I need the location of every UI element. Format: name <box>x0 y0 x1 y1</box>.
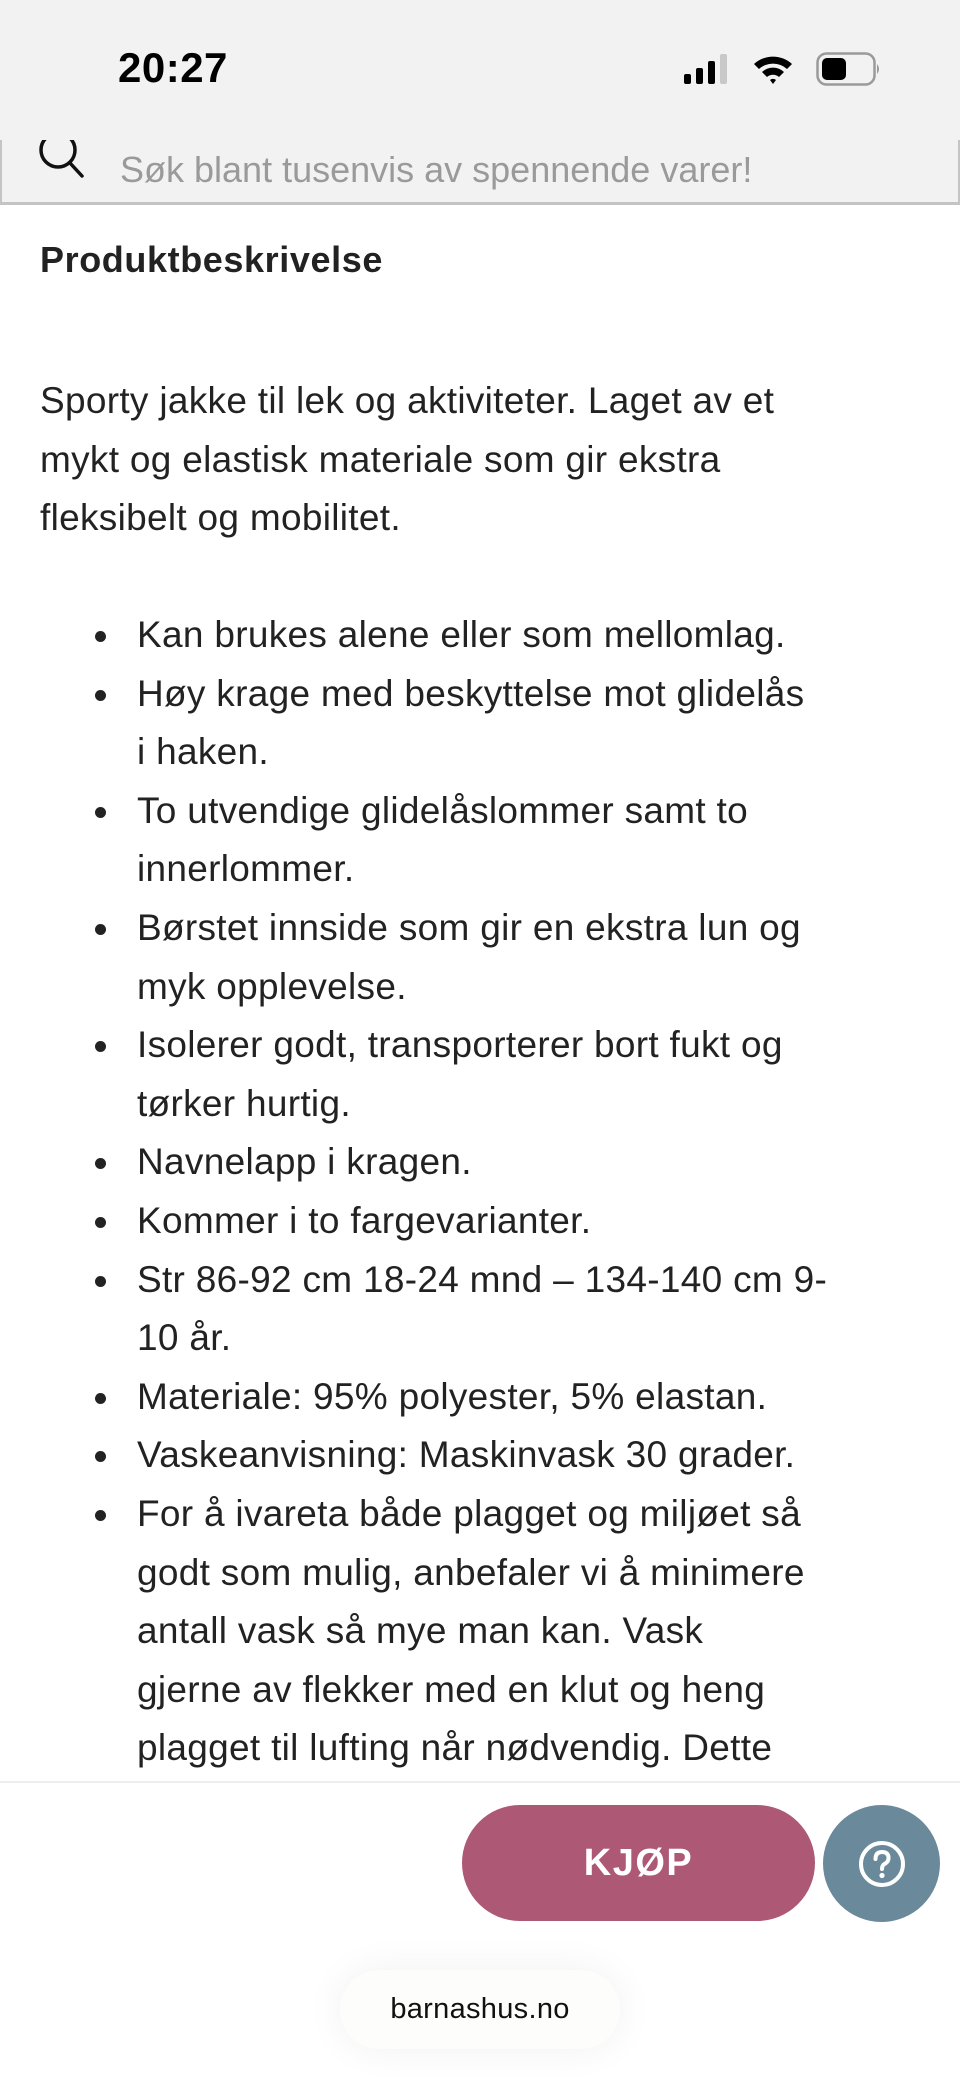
list-item-text: plagget til lufting når nødvendig. Dette <box>137 1727 773 1769</box>
bullet-dot-icon <box>95 1451 106 1462</box>
status-time: 20:27 <box>118 44 228 91</box>
list-item-text: For å ivareta både plagget og miljøet så <box>137 1492 801 1534</box>
bullet-dot-icon <box>95 807 106 818</box>
list-item-text: Kan brukes alene eller som mellomlag. <box>137 614 786 655</box>
list-item <box>0 606 960 665</box>
list-item <box>0 1192 960 1251</box>
list-item-text: Materiale: 95% polyester, 5% elastan. <box>137 1375 768 1417</box>
search-input[interactable] <box>120 130 920 210</box>
list-item-text: 10 år. <box>137 1317 232 1359</box>
battery-icon <box>816 52 882 86</box>
wifi-icon <box>752 53 794 85</box>
list-item-text: tørker hurtig. <box>137 1082 351 1124</box>
feature-list <box>0 606 960 1778</box>
bullet-dot-icon <box>95 1276 106 1287</box>
list-item <box>0 1133 960 1192</box>
list-item <box>0 665 960 782</box>
list-item <box>0 782 960 899</box>
intro-line: mykt og elastisk materiale som gir ekstra <box>40 438 721 480</box>
help-button[interactable] <box>823 1805 940 1922</box>
bullet-dot-icon <box>95 631 106 642</box>
list-item-text: Isolerer godt, transporterer bort fukt og <box>137 1024 783 1066</box>
status-icons <box>682 52 882 86</box>
browser-url-bar[interactable]: barnashus.no <box>340 1970 620 2049</box>
list-item-text: Navnelapp i kragen. <box>137 1141 472 1183</box>
list-item-text: i haken. <box>137 731 269 773</box>
list-item-text: Børstet innside som gir en ekstra lun og <box>137 906 801 948</box>
cellular-signal-icon <box>682 53 730 85</box>
list-item <box>0 1016 960 1133</box>
bullet-dot-icon <box>95 690 106 701</box>
list-item-text: myk opplevelse. <box>137 965 407 1007</box>
list-item-text: godt som mulig, anbefaler vi å minimere <box>137 1551 805 1593</box>
action-bar <box>0 1781 960 2081</box>
list-item-text: innerlommer. <box>137 848 355 890</box>
bullet-dot-icon <box>95 1041 106 1052</box>
list-item <box>0 1368 960 1427</box>
list-item <box>0 1426 960 1485</box>
list-item <box>0 899 960 1016</box>
status-bar <box>0 0 960 140</box>
list-item <box>0 1485 960 1778</box>
bullet-dot-icon <box>95 924 106 935</box>
list-item-text: gjerne av flekker med en klut og heng <box>137 1668 766 1710</box>
list-item-text: antall vask så mye man kan. Vask <box>137 1610 704 1652</box>
list-item-text: Høy krage med beskyttelse mot glidelås <box>137 672 805 714</box>
intro-line: fleksibelt og mobilitet. <box>40 497 401 539</box>
list-item-text: Kommer i to fargevarianter. <box>137 1199 592 1241</box>
bullet-dot-icon <box>95 1217 106 1228</box>
list-item <box>0 1251 960 1368</box>
intro-line: Sporty jakke til lek og aktiviteter. Laget av et <box>40 380 775 421</box>
list-item-text: Vaskeanvisning: Maskinvask 30 grader. <box>137 1434 796 1476</box>
list-item-text: Str 86-92 cm 18-24 mnd – 134-140 cm 9- <box>137 1258 828 1300</box>
section-heading: Produktbeskrivelse <box>40 239 383 280</box>
question-circle-icon <box>856 1838 908 1890</box>
list-item-text: To utvendige glidelåslommer samt to <box>137 789 749 831</box>
bullet-dot-icon <box>95 1158 106 1169</box>
bullet-dot-icon <box>95 1393 106 1404</box>
buy-button[interactable]: KJØP <box>462 1805 815 1921</box>
intro-paragraph <box>40 372 940 548</box>
bullet-dot-icon <box>95 1510 106 1521</box>
